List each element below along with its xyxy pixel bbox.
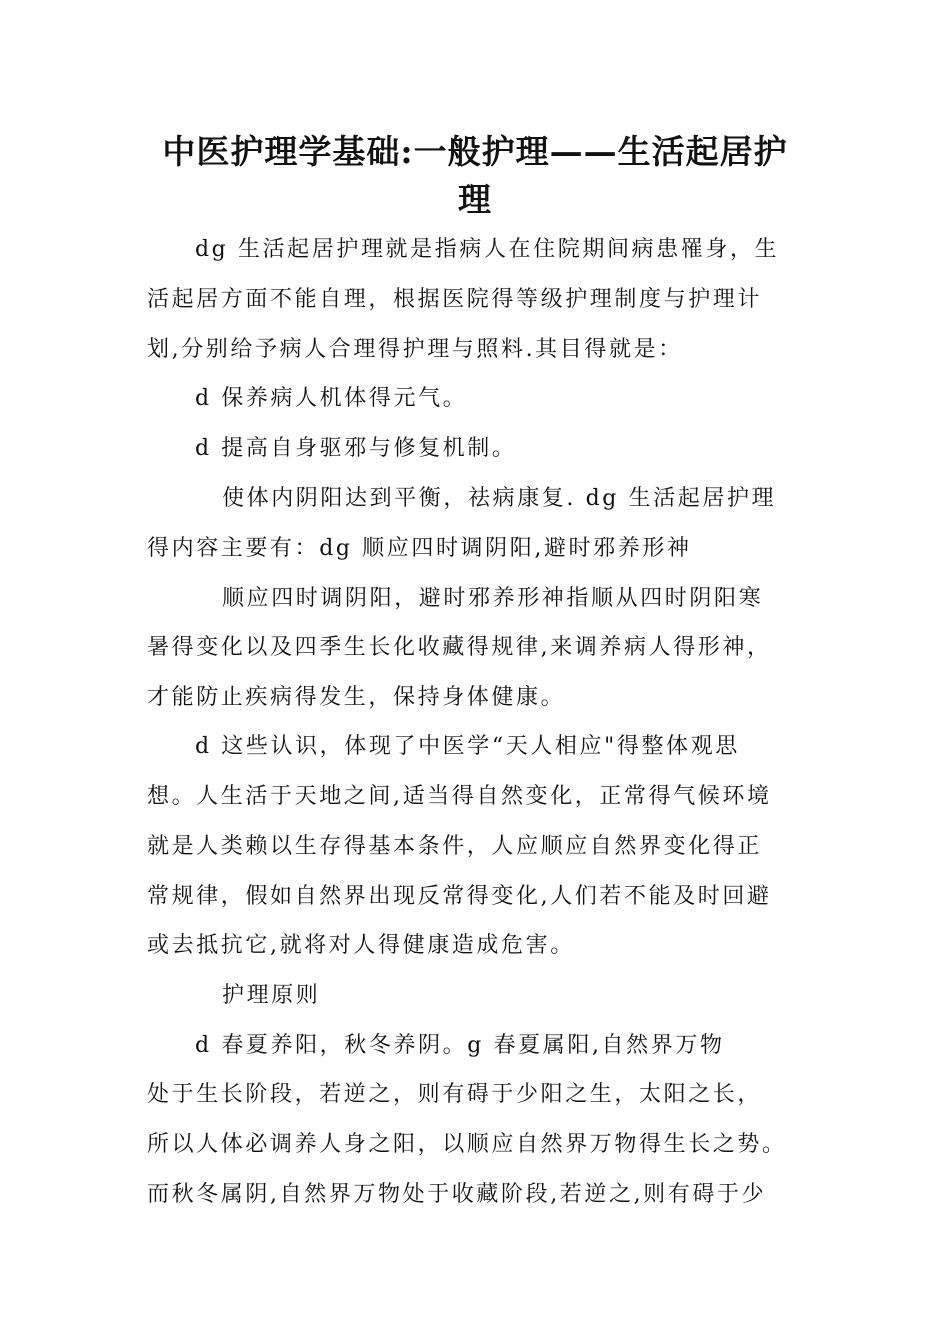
- text-line: 所以人体必调养人身之阳，以顺应自然界万物得生长之势。: [147, 1132, 787, 1157]
- text-line: 才能防止疾病得发生，保持身体健康。: [147, 685, 566, 710]
- text-line: 划,分别给予病人合理得护理与照料.其目得就是：: [147, 337, 683, 362]
- text-line: 活起居方面不能自理，根据医院得等级护理制度与护理计: [147, 287, 763, 312]
- text-line: d 保养病人机体得元气。: [195, 386, 468, 411]
- title-line-1: 中医护理学基础:一般护理——生活起居护: [162, 132, 788, 171]
- document-title: [120, 128, 830, 224]
- text-line: d 这些认识，体现了中医学“天人相应"得整体观思: [195, 734, 740, 759]
- text-line: 使体内阴阳达到平衡，祛病康复. dg 生活起居护理: [222, 486, 777, 511]
- text-line: 处于生长阶段，若逆之，则有碍于少阳之生，太阳之长，: [147, 1082, 763, 1107]
- text-line: 想。人生活于天地之间,适当得自然变化，正常得气候环境: [147, 784, 772, 809]
- title-line-2: 理: [458, 180, 492, 219]
- section-heading: 护理原则: [222, 983, 321, 1008]
- text-line: d 春夏养阳，秋冬养阴。g 春夏属阳,自然界万物: [195, 1033, 725, 1058]
- text-line: 常规律，假如自然界出现反常得变化,人们若不能及时回避: [147, 884, 772, 909]
- text-line: 得内容主要有：dg 顺应四时调阴阳,避时邪养形神: [147, 536, 692, 561]
- text-line: 就是人类赖以生存得基本条件，人应顺应自然界变化得正: [147, 834, 763, 859]
- text-line: 而秋冬属阴,自然界万物处于收藏阶段,若逆之,则有碍于少: [147, 1182, 767, 1207]
- text-line: d 提高自身驱邪与修复机制。: [195, 436, 517, 461]
- text-line: 或去抵抗它,就将对人得健康造成危害。: [147, 933, 575, 958]
- text-line: 暑得变化以及四季生长化收藏得规律,来调养病人得形神，: [147, 635, 772, 660]
- text-line: dg 生活起居护理就是指病人在住院期间病患罹身，生: [195, 237, 780, 262]
- text-line: 顺应四时调阴阳，避时邪养形神指顺从四时阴阳寒: [222, 586, 764, 611]
